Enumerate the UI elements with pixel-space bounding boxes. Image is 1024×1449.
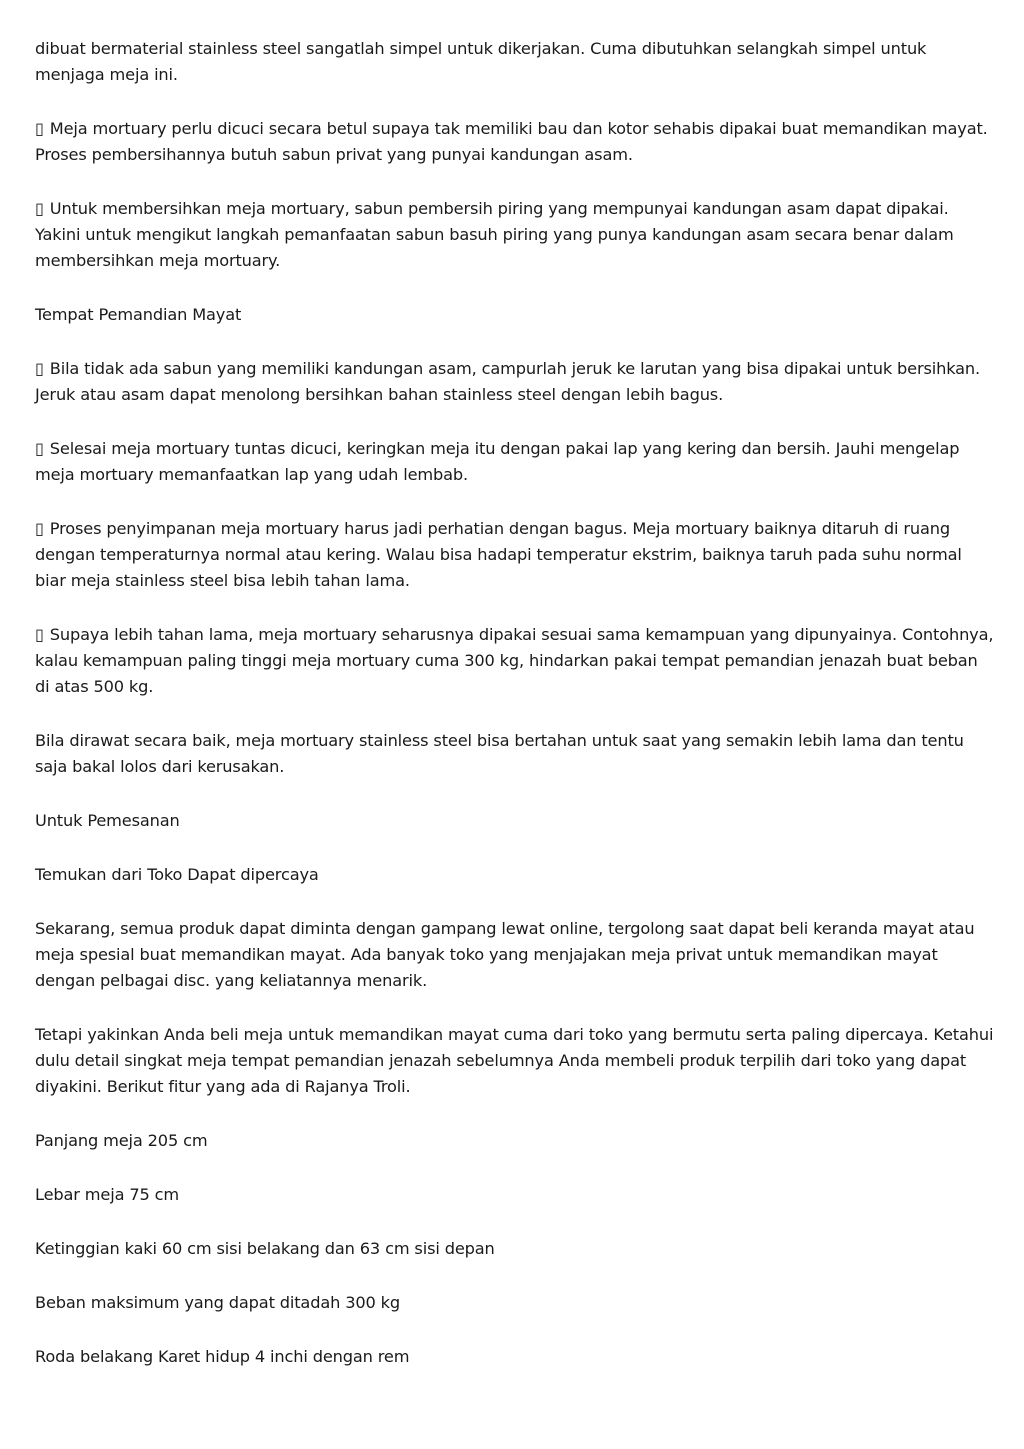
paragraph: Sekarang, semua produk dapat diminta dengan gampang lewat online, tergolong saat dapat beli keranda mayat atau meja spesial buat memandikan mayat. Ada banyak toko yang menjajakan meja privat untuk memandikan mayat dengan pelbagai disc. yang keliatannya menarik.	[35, 919, 975, 990]
spec-line: Lebar meja 75 cm	[35, 1185, 179, 1204]
missing-glyph-icon: ▯	[35, 519, 44, 538]
section-heading: Tempat Pemandian Mayat	[35, 305, 242, 324]
document-body	[35, 36, 995, 1398]
spec-line: Ketinggian kaki 60 cm sisi belakang dan 63 cm sisi depan	[35, 1239, 495, 1258]
missing-glyph-icon: ▯	[35, 439, 44, 458]
bullet-paragraph: ▯ Untuk membersihkan meja mortuary, sabun pembersih piring yang mempunyai kandungan asam dapat dipakai. Yakini untuk mengikut langkah pemanfaatan sabun basuh piring yang punya kandungan asam secara benar dalam membersihkan meja mortuary.	[35, 199, 954, 270]
spec-line: Roda belakang Karet hidup 4 inchi dengan rem	[35, 1347, 410, 1366]
bullet-paragraph: ▯ Bila tidak ada sabun yang memiliki kandungan asam, campurlah jeruk ke larutan yang bisa dipakai untuk bersihkan. Jeruk atau asam dapat menolong bersihkan bahan stainless steel dengan lebih bagus.	[35, 359, 981, 404]
section-heading: Untuk Pemesanan	[35, 811, 180, 830]
paragraph: dibuat bermaterial stainless steel sangatlah simpel untuk dikerjakan. Cuma dibutuhkan selangkah simpel untuk menjaga meja ini.	[35, 39, 927, 84]
paragraph: Bila dirawat secara baik, meja mortuary stainless steel bisa bertahan untuk saat yang semakin lebih lama dan tentu saja bakal lolos dari kerusakan.	[35, 731, 964, 776]
missing-glyph-icon: ▯	[35, 119, 44, 138]
missing-glyph-icon: ▯	[35, 625, 44, 644]
bullet-paragraph: ▯ Meja mortuary perlu dicuci secara betul supaya tak memiliki bau dan kotor sehabis dipakai buat memandikan mayat. Proses pembersihannya butuh sabun privat yang punyai kandungan asam.	[35, 119, 988, 164]
missing-glyph-icon: ▯	[35, 359, 44, 378]
bullet-paragraph: ▯ Selesai meja mortuary tuntas dicuci, keringkan meja itu dengan pakai lap yang kering dan bersih. Jauhi mengelap meja mortuary memanfaatkan lap yang udah lembab.	[35, 439, 960, 484]
spec-line: Panjang meja 205 cm	[35, 1131, 208, 1150]
missing-glyph-icon: ▯	[35, 199, 44, 218]
paragraph: Tetapi yakinkan Anda beli meja untuk memandikan mayat cuma dari toko yang bermutu serta paling dipercaya. Ketahui dulu detail singkat meja tempat pemandian jenazah sebelumnya Anda membeli produk terpilih dari toko yang dapat diyakini. Berikut fitur yang ada di Rajanya Troli.	[35, 1025, 994, 1096]
section-heading: Temukan dari Toko Dapat dipercaya	[35, 865, 319, 884]
bullet-paragraph: ▯ Supaya lebih tahan lama, meja mortuary seharusnya dipakai sesuai sama kemampuan yang dipunyainya. Contohnya, kalau kemampuan paling tinggi meja mortuary cuma 300 kg, hindarkan pakai tempat pemandian jenazah buat beban di atas 500 kg.	[35, 625, 994, 696]
bullet-paragraph: ▯ Proses penyimpanan meja mortuary harus jadi perhatian dengan bagus. Meja mortuary baiknya ditaruh di ruang dengan temperaturnya normal atau kering. Walau bisa hadapi temperatur ekstrim, baiknya taruh pada suhu normal biar meja stainless steel bisa lebih tahan lama.	[35, 519, 962, 590]
spec-line: Beban maksimum yang dapat ditadah 300 kg	[35, 1293, 400, 1312]
